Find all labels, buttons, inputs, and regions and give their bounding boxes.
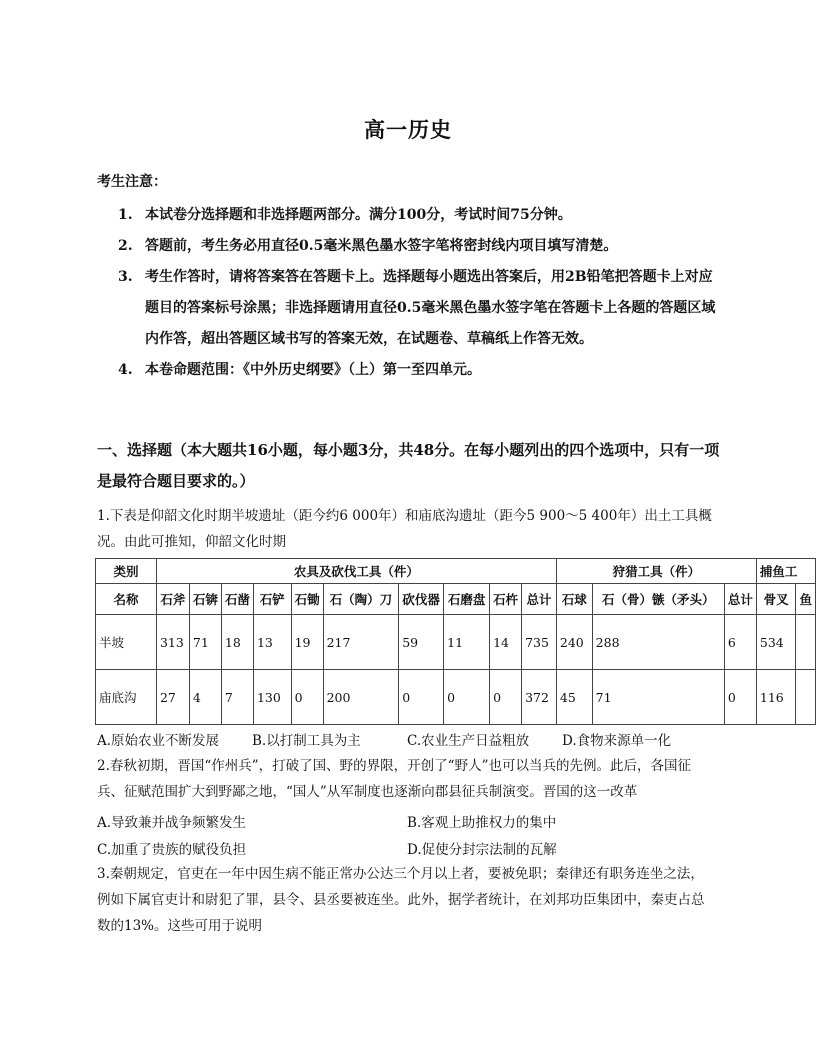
table-cell: 0: [490, 670, 522, 725]
notice-list: [118, 200, 718, 386]
notice-number: 1.: [118, 207, 133, 223]
option-c: C.加重了贵族的赋役负担: [97, 842, 247, 858]
table-cell: 鱼: [796, 584, 816, 615]
option-b: B.以打制工具为主: [252, 733, 361, 749]
table-cell: 130: [253, 670, 291, 725]
question-1-options: [97, 729, 717, 749]
table-cell: 11: [444, 615, 490, 670]
table-cell: 217: [323, 615, 399, 670]
notice-item: [118, 231, 718, 262]
notice-text: 答题前，考生务必用直径0.5毫米黑色墨水签字笔将密封线内项目填写清楚。: [145, 238, 618, 254]
notice-number: 2.: [118, 238, 133, 254]
table-cell: [796, 670, 816, 725]
table-cell: 4: [189, 670, 221, 725]
table-row: [96, 670, 816, 725]
table-cell: 13: [253, 615, 291, 670]
notice-text: 本卷命题范围：《中外历史纲要》（上）第一至四单元。: [145, 362, 481, 378]
option-d: D.食物来源单一化: [562, 733, 672, 749]
table-row: [96, 615, 816, 670]
table-cell: 534: [756, 615, 796, 670]
notice-number: 4.: [118, 362, 133, 378]
table-cell: 735: [522, 615, 557, 670]
table-cell: 半坡: [96, 615, 157, 670]
option-c: C.农业生产日益粗放: [407, 733, 530, 749]
notice-text: 本试卷分选择题和非选择题两部分。满分100分，考试时间75分钟。: [145, 207, 572, 223]
tools-table: [95, 558, 816, 725]
table-cell: 石斧: [156, 584, 189, 615]
table-group-row: [96, 559, 816, 584]
table-cell: 石（陶）刀: [323, 584, 399, 615]
table-cell: 19: [291, 615, 323, 670]
question-2-stem: 2.春秋初期，晋国“作州兵”，打破了国、野的界限，开创了“野人”也可以当兵的先例。此后，各国征兵、征赋范围扩大到野鄙之地，“国人”从军制度也逐渐向郡县征兵制演变。晋国的这一改革: [97, 758, 691, 800]
table-cell: 石磨盘: [444, 584, 490, 615]
table-cell: 庙底沟: [96, 670, 157, 725]
table-cell: 0: [399, 670, 444, 725]
table-cell: 200: [323, 670, 399, 725]
table-cell: 石球: [556, 584, 592, 615]
table-cell: 71: [592, 670, 724, 725]
notice-item: [118, 200, 718, 231]
table-cell: 313: [156, 615, 189, 670]
table-cell: 71: [189, 615, 221, 670]
table-cell: 石凿: [221, 584, 253, 615]
table-cell: 0: [724, 670, 756, 725]
table-cell: 捕鱼工: [756, 559, 815, 584]
option-d: D.促使分封宗法制的瓦解: [407, 842, 557, 858]
table-cell: 288: [592, 615, 724, 670]
notice-number: 3.: [118, 269, 133, 285]
table-cell: 石杵: [490, 584, 522, 615]
table-cell: 45: [556, 670, 592, 725]
notice-heading: 考生注意：: [97, 174, 167, 190]
table-cell: 116: [756, 670, 796, 725]
table-cell: 农具及砍伐工具（件）: [156, 559, 556, 584]
table-cell: 总计: [724, 584, 756, 615]
option-a: A.导致兼并战争频繁发生: [97, 815, 247, 831]
section-heading: 一、选择题（本大题共16小题，每小题3分，共48分。在每小题列出的四个选项中，只有一项是最符合题目要求的。）: [97, 441, 720, 490]
table-header-row: [96, 584, 816, 615]
table-cell: 石铲: [253, 584, 291, 615]
table-cell: 石锄: [291, 584, 323, 615]
table-cell: 6: [724, 615, 756, 670]
table-cell: 240: [556, 615, 592, 670]
option-a: A.原始农业不断发展: [97, 733, 220, 749]
table-cell: 狩猎工具（件）: [556, 559, 756, 584]
notice-item: [118, 355, 718, 386]
question-3-stem: 3.秦朝规定，官吏在一年中因生病不能正常办公达三个月以上者，要被免职；秦律还有职务连坐之法，例如下属官吏计和尉犯了罪，县令、县丞要被连坐。此外，据学者统计，在刘邦功臣集团中，秦吏占总数的13%。这些可用于说明: [97, 866, 705, 934]
table-cell: 27: [156, 670, 189, 725]
option-b: B.客观上助推权力的集中: [407, 815, 557, 831]
table-cell: 石（骨）镞（矛头）: [592, 584, 724, 615]
table-cell: 0: [291, 670, 323, 725]
table-cell: 372: [522, 670, 557, 725]
table-cell: 59: [399, 615, 444, 670]
table-cell: 14: [490, 615, 522, 670]
table-cell: 18: [221, 615, 253, 670]
table-cell: 骨叉: [756, 584, 796, 615]
table-cell: 砍伐器: [399, 584, 444, 615]
notice-item: [118, 262, 718, 355]
table-cell: 总计: [522, 584, 557, 615]
notice-text: 考生作答时，请将答案答在答题卡上。选择题每小题选出答案后，用2B铅笔把答题卡上对应题目的答案标号涂黑；非选择题请用直径0.5毫米黑色墨水签字笔在答题卡上各题的答题区域内作答，超出答题区域书写的答案无效，在试题卷、草稿纸上作答无效。: [145, 269, 716, 347]
page-title: 高一历史: [364, 117, 452, 142]
table-cell: 0: [444, 670, 490, 725]
question-1-stem: 1.下表是仰韶文化时期半坡遗址（距今约6 000年）和庙底沟遗址（距今5 900～5 400年）出土工具概况。由此可推知，仰韶文化时期: [97, 508, 712, 550]
table-cell: 石锛: [189, 584, 221, 615]
table-cell: 名称: [96, 584, 157, 615]
table-cell: [796, 615, 816, 670]
table-cell: 7: [221, 670, 253, 725]
question-2-options-row2: [97, 838, 717, 858]
table-cell: 类别: [96, 559, 157, 584]
question-2-options-row1: [97, 811, 717, 831]
